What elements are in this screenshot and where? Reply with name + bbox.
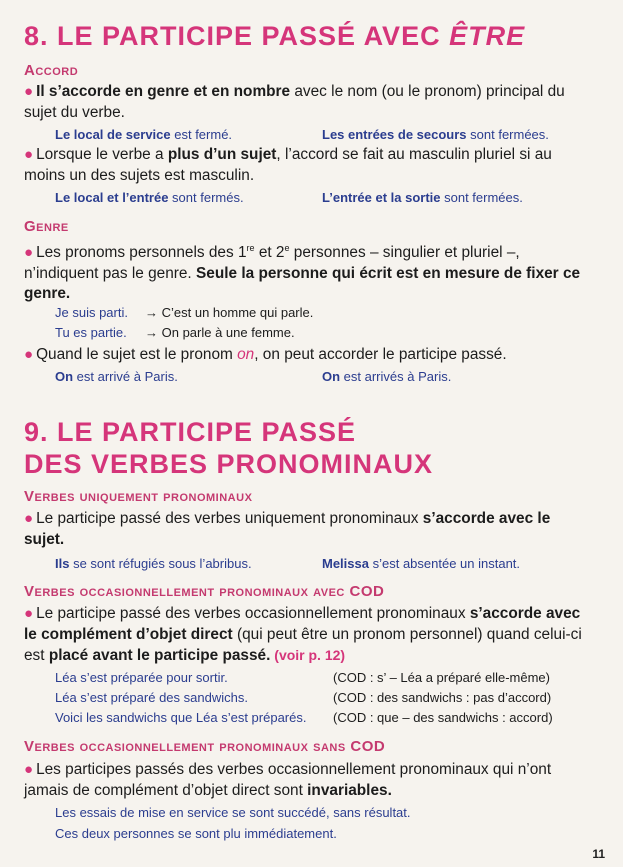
accord-p2-bold: plus d’un sujet xyxy=(167,146,277,163)
accord-example-1 xyxy=(55,127,232,143)
occ-cod-p1-b: (qui peut être un pronom personnel) quand celui-ci est xyxy=(24,625,582,664)
accord-paragraph-2 xyxy=(24,145,589,186)
accord-p1-rest: avec le nom (ou le pronom) principal du sujet du verbe. xyxy=(24,83,565,121)
page-reference: (voir p. 12) xyxy=(270,647,346,663)
genre-example-2 xyxy=(55,325,127,341)
section-8-title xyxy=(24,20,525,52)
section-8-title-em: ÊTRE xyxy=(449,21,526,51)
uniq-p1-bold: s’accorde avec le sujet. xyxy=(24,510,551,548)
uniq-ex2-bold: Melissa xyxy=(322,556,369,571)
accord-example-2 xyxy=(322,127,549,143)
occ-cod-note-2: (COD : des sandwichs : pas d’accord) xyxy=(333,690,552,705)
bullet-icon: ● xyxy=(24,244,34,262)
bullet-icon: ● xyxy=(24,146,34,163)
uniq-heading: Verbes uniquement pronominaux xyxy=(24,488,253,505)
accord-ex4-bold: L’entrée et la sortie xyxy=(322,190,441,205)
genre-p1-a: Les pronoms personnels des 1 xyxy=(36,244,247,262)
occ-cod-example-1: Léa s’est préparée pour sortir. xyxy=(55,670,228,685)
page-number: 11 xyxy=(592,847,605,861)
accord-paragraph-1 xyxy=(24,82,589,123)
bullet-icon: ● xyxy=(24,605,34,622)
occ-cod-example-3: Voici les sandwichs que Léa s’est préparés. xyxy=(55,710,307,725)
accord-ex2-bold: Les entrées de secours xyxy=(322,127,467,142)
genre-ex3-rest: est arrivé à Paris. xyxy=(73,369,178,384)
accord-p1-bold: Il s’accorde en genre et en nombre xyxy=(36,83,291,100)
accord-ex1-bold: Le local de service xyxy=(55,127,171,142)
occ-sans-example-1: Les essais de mise en service se sont succédé, sans résultat. xyxy=(55,805,411,820)
section-8-title-main: 8. LE PARTICIPE PASSÉ AVEC xyxy=(24,21,450,51)
occ-cod-p1-bold2: placé avant le participe passé. xyxy=(48,647,271,664)
genre-p2-a: Quand le sujet est le pronom xyxy=(36,346,238,363)
occ-sans-p1-a: Les participes passés des verbes occasionnellement pronominaux qui n’ont jamais de complément d’objet direct sont xyxy=(24,761,552,799)
genre-example-1-comment xyxy=(145,305,313,321)
occ-cod-p1-a: Le participe passé des verbes occasionnellement pronominaux xyxy=(36,605,470,622)
accord-example-4 xyxy=(322,190,523,206)
genre-p1-b: et 2 xyxy=(254,244,285,262)
section-9-title-line-1: 9. LE PARTICIPE PASSÉ xyxy=(24,417,357,447)
genre-p2-rest: , on peut accorder le participe passé. xyxy=(254,346,507,363)
genre-paragraph-1 xyxy=(24,238,589,305)
occ-cod-note-1: (COD : s’ – Léa a préparé elle-même) xyxy=(333,670,550,685)
accord-p2-a: Lorsque le verbe a xyxy=(36,146,168,163)
uniq-ex1-bold: Ils xyxy=(55,556,70,571)
occ-cod-example-2: Léa s’est préparé des sandwichs. xyxy=(55,690,248,705)
uniq-p1-a: Le participe passé des verbes uniquement pronominaux xyxy=(36,510,423,527)
genre-example-1 xyxy=(55,305,128,321)
accord-ex3-bold: Le local et l’entrée xyxy=(55,190,169,205)
bullet-icon: ● xyxy=(24,761,34,778)
accord-example-3 xyxy=(55,190,244,206)
genre-heading: Genre xyxy=(24,218,69,235)
genre-p1-sup1: re xyxy=(246,243,255,253)
genre-ex2-a: Tu es partie. xyxy=(55,325,127,340)
genre-example-3 xyxy=(55,369,178,385)
uniq-example-2 xyxy=(322,556,520,572)
bullet-icon: ● xyxy=(24,83,34,100)
genre-p1-bold: Seule la personne qui écrit est en mesure de fixer ce genre. xyxy=(24,264,581,303)
genre-p1-c: personnes – singulier et pluriel –, n’indiquent pas le genre. xyxy=(24,244,520,282)
genre-ex2-b: → On parle à une femme. xyxy=(145,325,295,340)
occ-cod-p1-bold1: s’accorde avec le complément d’objet direct xyxy=(24,605,581,643)
genre-ex3-bold: On xyxy=(55,369,74,384)
uniq-ex2-rest: s’est absentée un instant. xyxy=(368,556,521,571)
accord-p2-rest: , l’accord se fait au masculin pluriel si au moins un des sujets est masculin. xyxy=(24,146,552,184)
genre-ex1-a: Je suis parti. xyxy=(55,305,128,320)
occ-sans-p1-bold: invariables. xyxy=(307,781,392,799)
genre-p1-sup2: e xyxy=(284,243,290,253)
accord-ex3-rest: sont fermés. xyxy=(168,190,244,205)
occ-sans-paragraph xyxy=(24,760,589,801)
bullet-icon: ● xyxy=(24,346,34,363)
uniq-example-1 xyxy=(55,556,252,572)
accord-ex4-rest: sont fermées. xyxy=(440,190,523,205)
section-9-title-line-2: DES VERBES PRONOMINAUX xyxy=(24,449,434,479)
genre-ex4-bold: On xyxy=(322,369,341,384)
occ-cod-paragraph xyxy=(24,604,589,667)
genre-example-4 xyxy=(322,369,451,385)
genre-p2-on: on xyxy=(237,346,255,363)
accord-heading: Accord xyxy=(24,62,79,79)
occ-cod-heading: Verbes occasionnellement pronominaux avec COD xyxy=(24,583,385,600)
occ-cod-note-3: (COD : que – des sandwichs : accord) xyxy=(333,710,553,725)
occ-sans-heading: Verbes occasionnellement pronominaux sans COD xyxy=(24,738,386,755)
genre-paragraph-2 xyxy=(24,345,589,366)
genre-ex4-rest: est arrivés à Paris. xyxy=(340,369,452,384)
uniq-ex1-rest: se sont réfugiés sous l’abribus. xyxy=(69,556,252,571)
genre-ex1-b: → C’est un homme qui parle. xyxy=(145,305,314,320)
accord-ex2-rest: sont fermées. xyxy=(466,127,549,142)
occ-sans-example-2: Ces deux personnes se sont plu immédiatement. xyxy=(55,826,337,841)
uniq-paragraph xyxy=(24,509,589,550)
accord-ex1-rest: est fermé. xyxy=(170,127,233,142)
bullet-icon: ● xyxy=(24,510,34,527)
genre-example-2-comment xyxy=(145,325,295,341)
